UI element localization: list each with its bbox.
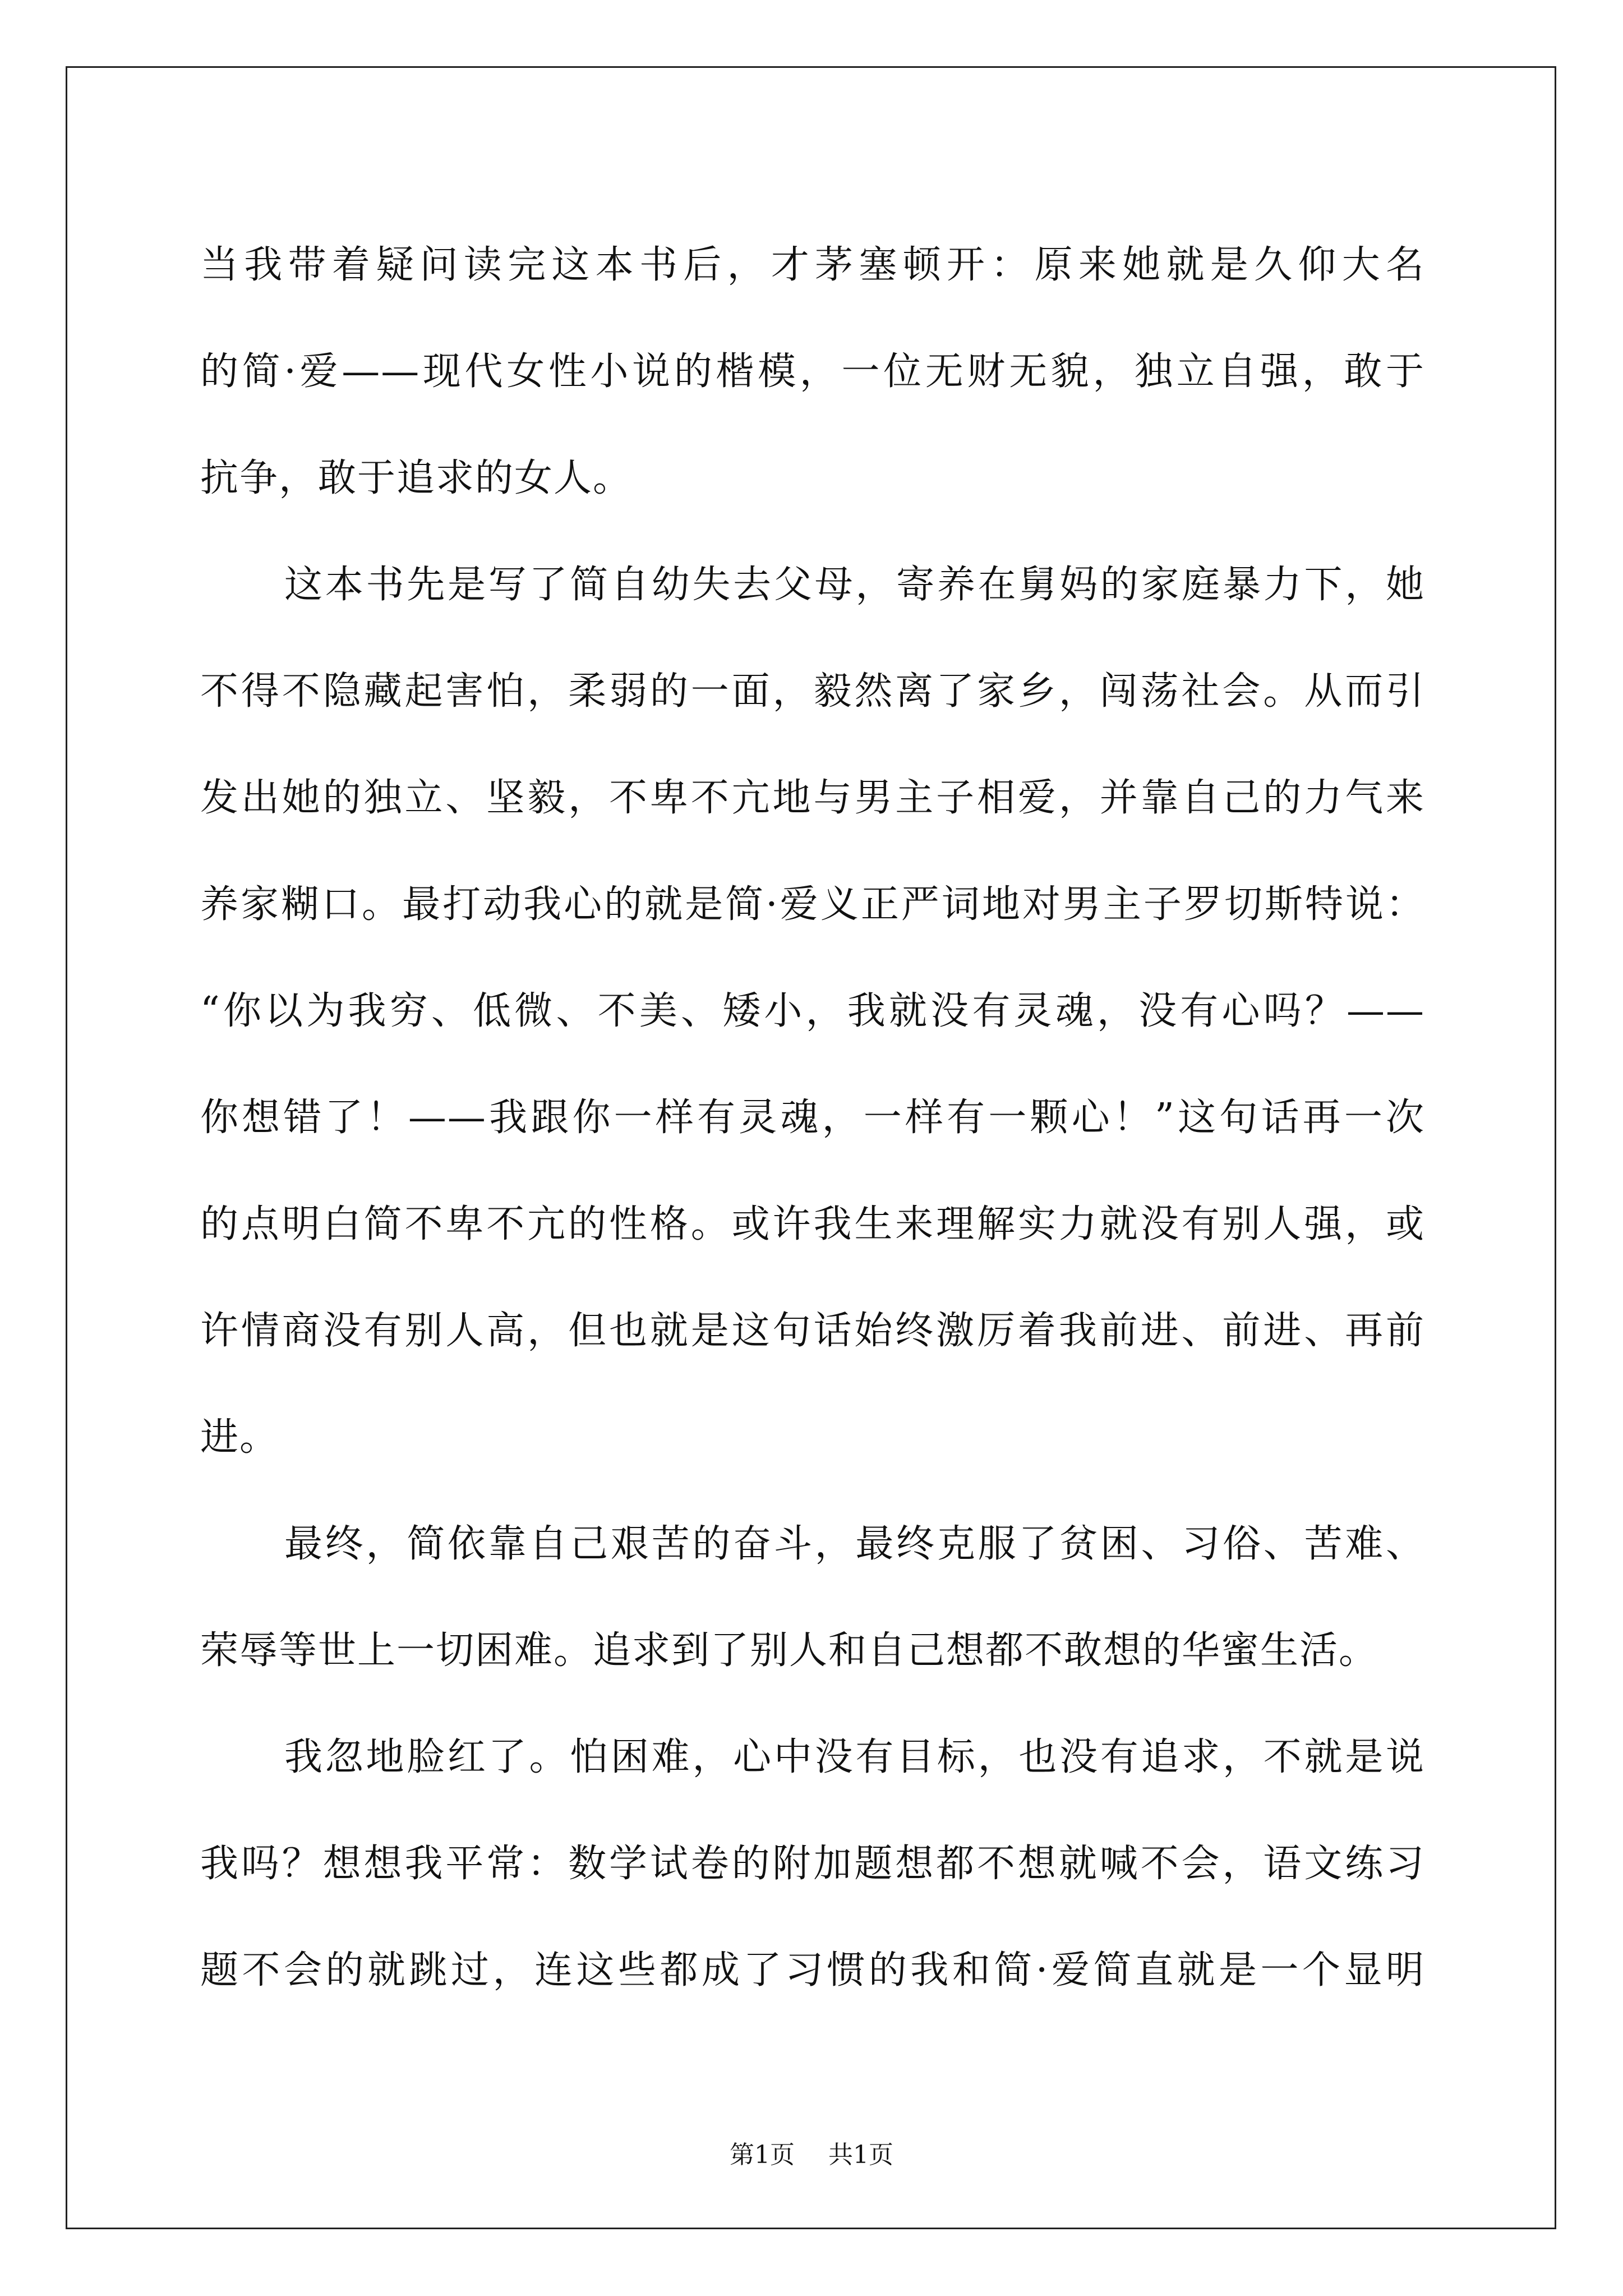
text-line: 的简·爱——现代女性小说的楷模，一位无财无貌，独立自强，敢于	[200, 349, 1425, 394]
text-line: 当我带着疑问读完这本书后，才茅塞顿开：原来她就是久仰大名	[200, 243, 1425, 287]
text-line: 我吗？想想我平常：数学试卷的附加题想都不想就喊不会，语文练习	[200, 1842, 1425, 1886]
text-line: 的点明白简不卑不亢的性格。或许我生来理解实力就没有别人强，或	[200, 1202, 1425, 1246]
text-line: 最终，简依靠自己艰苦的奋斗，最终克服了贫困、习俗、苦难、	[284, 1522, 1425, 1566]
text-line: 我忽地脸红了。怕困难，心中没有目标，也没有追求，不就是说	[284, 1735, 1425, 1779]
text-line: 进。	[200, 1415, 279, 1460]
text-line: 抗争，敢于追求的女人。	[200, 456, 633, 500]
page-total: 共1页	[828, 2141, 893, 2169]
document-body	[200, 212, 1425, 2024]
text-line: 你想错了！——我跟你一样有灵魂，一样有一颗心！”这句话再一次	[200, 1096, 1425, 1140]
text-line: 养家糊口。最打动我心的就是简·爱义正严词地对男主子罗切斯特说：	[200, 882, 1425, 927]
text-line: 不得不隐藏起害怕，柔弱的一面，毅然离了家乡，闯荡社会。从而引	[200, 669, 1425, 714]
page-number: 第1页	[730, 2141, 795, 2169]
page-footer	[0, 2138, 1623, 2172]
text-line: “你以为我穷、低微、不美、矮小，我就没有灵魂，没有心吗？——	[200, 989, 1425, 1033]
text-line: 许情商没有别人高，但也就是这句话始终激厉着我前进、前进、再前	[200, 1309, 1425, 1353]
text-line: 荣辱等世上一切困难。追求到了别人和自己想都不敢想的华蜜生活。	[200, 1628, 1378, 1673]
text-line: 这本书先是写了简自幼失去父母，寄养在舅妈的家庭暴力下，她	[284, 563, 1425, 607]
text-line: 发出她的独立、坚毅，不卑不亢地与男主子相爱，并靠自己的力气来	[200, 776, 1425, 820]
text-line: 题不会的就跳过，连这些都成了习惯的我和简·爱简直就是一个显明	[200, 1948, 1425, 1993]
